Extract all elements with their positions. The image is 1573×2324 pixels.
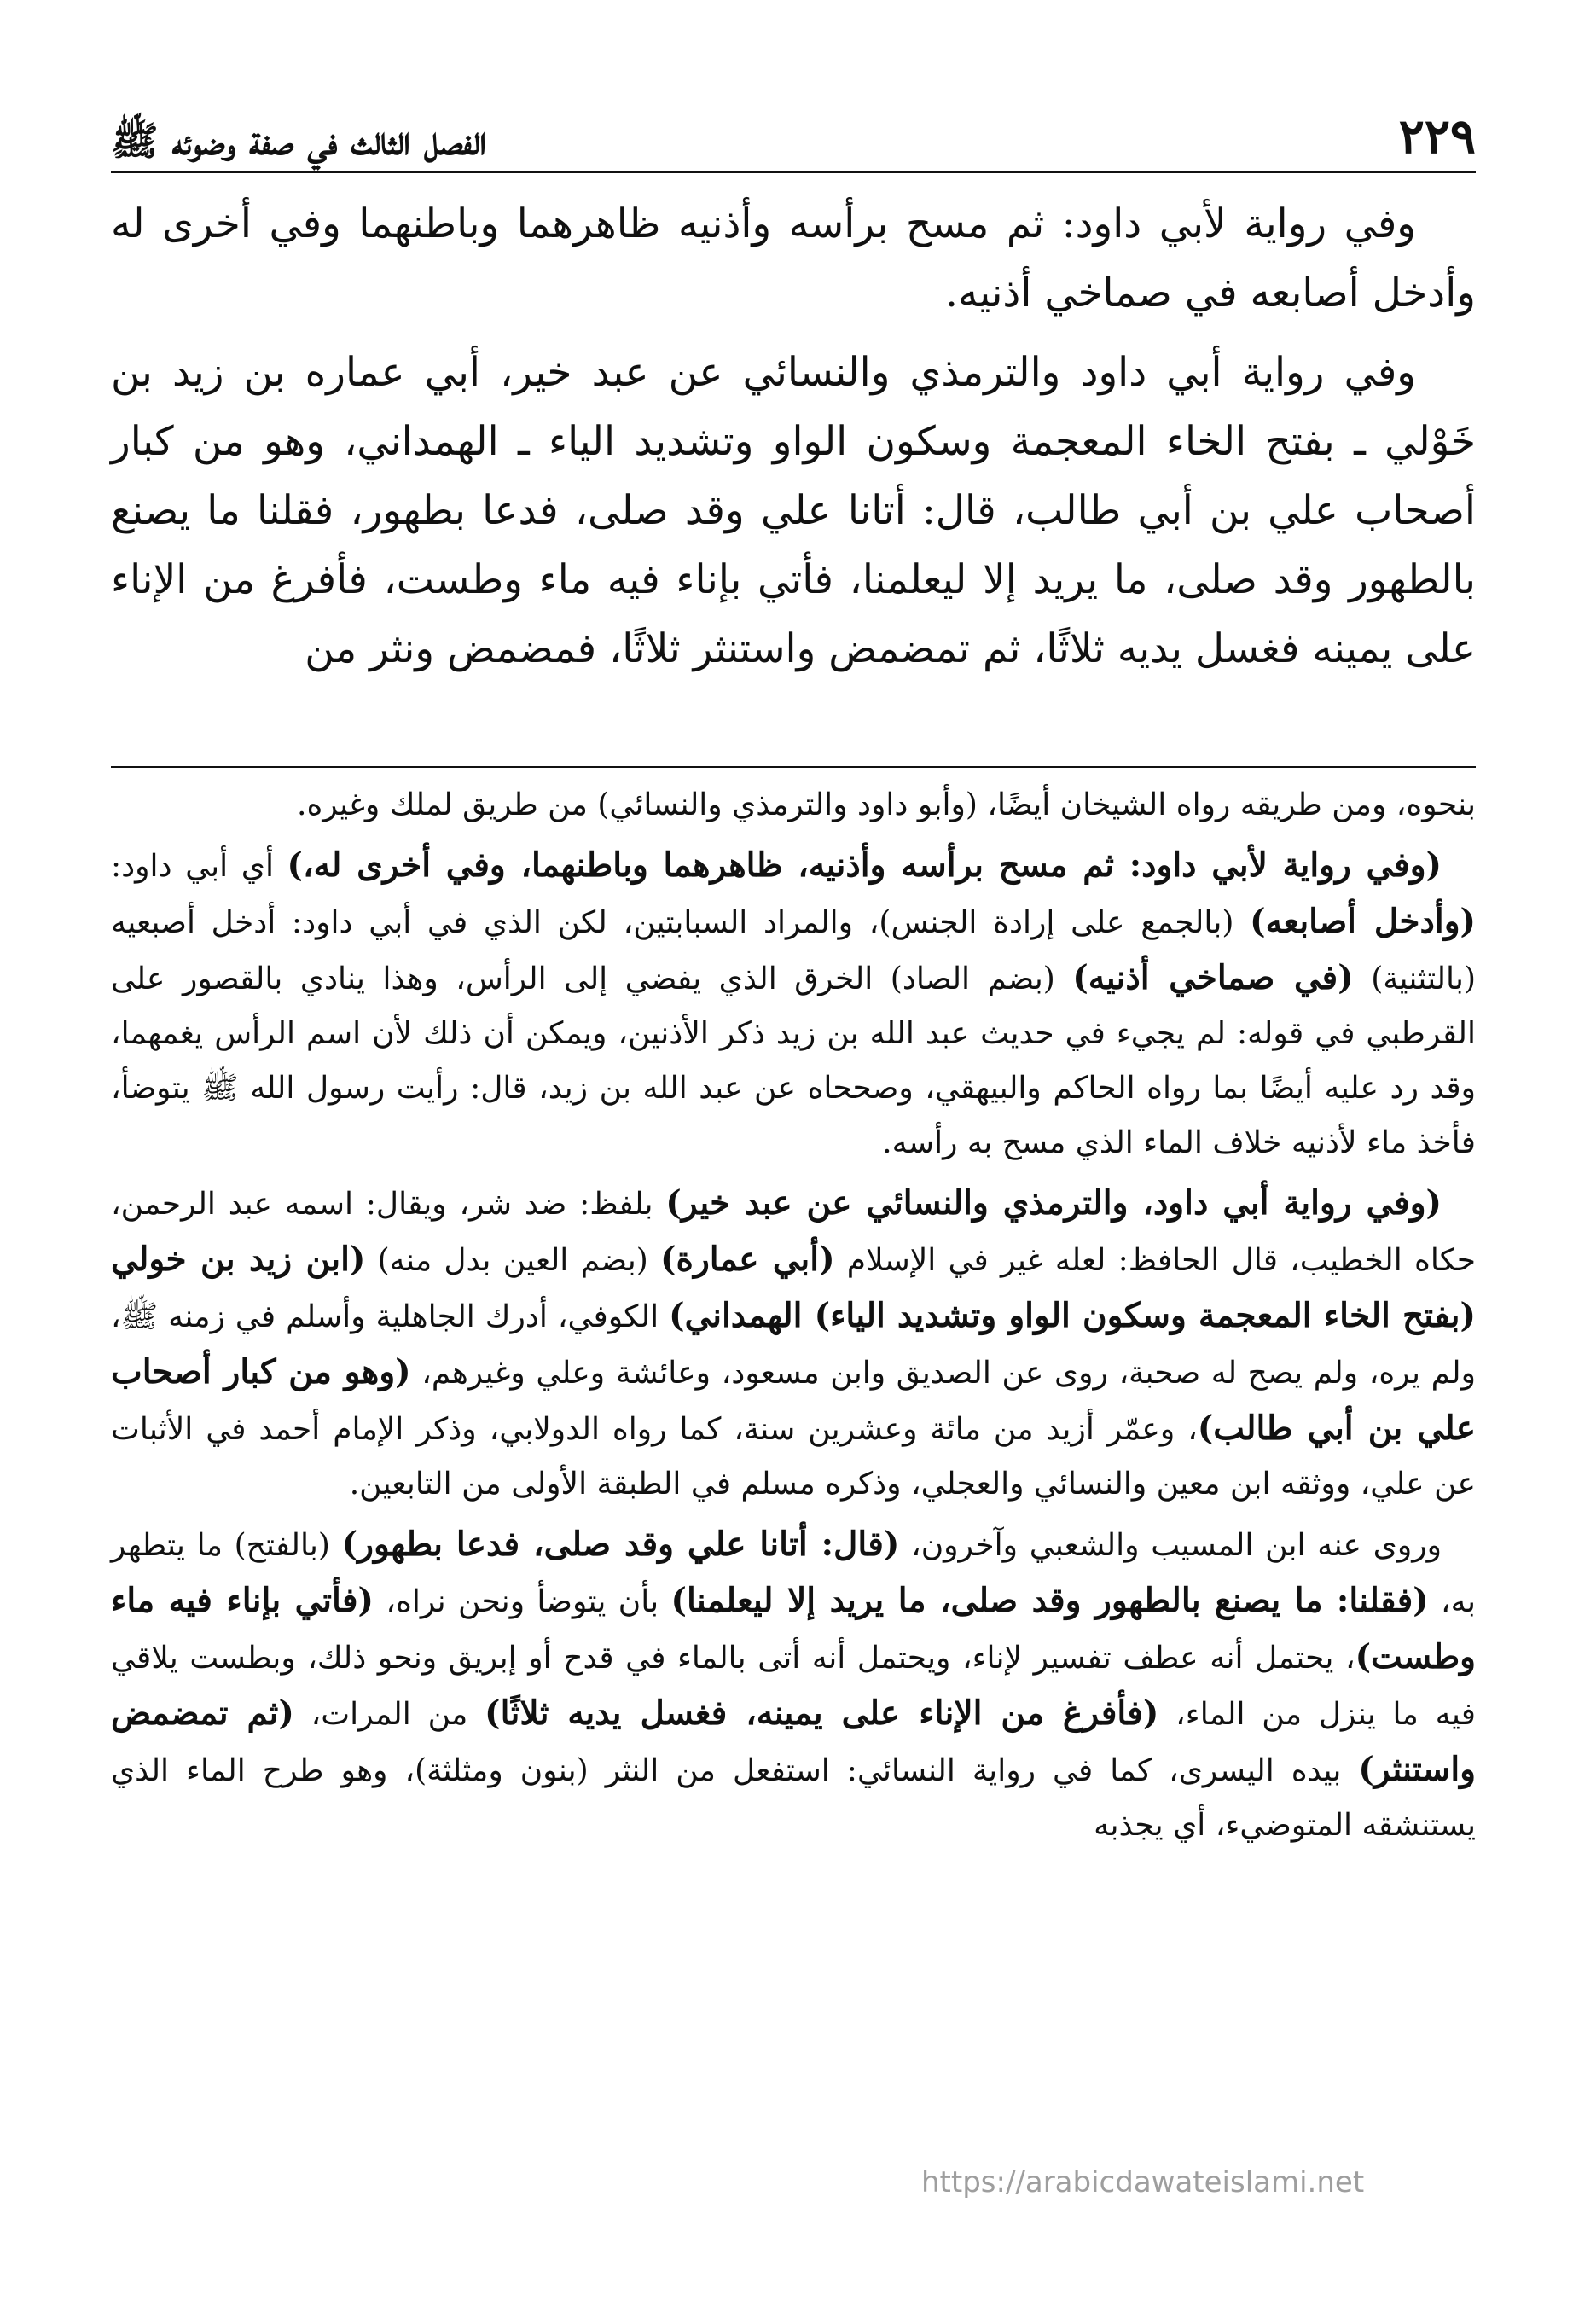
commentary-paragraph-1 bbox=[111, 778, 1476, 833]
page-number: ٢٢٩ bbox=[1398, 108, 1476, 165]
running-head bbox=[111, 92, 1476, 165]
main-paragraph-2: وفي رواية أبي داود والترمذي والنسائي عن عبد خير، أبي عماره بن زيد بن خَوْلي ـ بفتح الخاء المعجمة وسكون الواو وتشديد الياء ـ الهمداني، وهو من كبار أصحاب علي بن أبي طالب، قال: أتانا علي وقد صلى، فدعا بطهور، فقلنا ما يصنع بالطهور وقد صلى، ما يريد إلا ليعلمنا، فأتي بإناء فيه ماء وطست، فأفرغ من الإناء على يمينه فغسل يديه ثلاثًا، ثم تمضمض واستنثر ثلاثًا، فمضمض ونثر من bbox=[111, 349, 1476, 672]
commentary-text: (بضم الصاد) الخرق الذي يفضي إلى الرأس، وهذا ينادي بالقصور على القرطبي في قوله: لم يجيء في حديث عبد الله بن زيد ذكر الأذنين، ويمكن أن ذلك لأن اسم الرأس يغمهما، وقد رد عليه أيضًا بما رواه الحاكم والبيهقي، وصححاه عن عبد الله بن زيد، قال: رأيت رسول الله ﷺ يتوضأ، فأخذ ماء لأذنيه خلاف الماء الذي مسح به رأسه. bbox=[111, 962, 1476, 1160]
commentary-text: بيده اليسرى، كما في رواية النسائي: استفعل من النثر (بنون ومثلثة)، وهو طرح الماء الذي يستنشقه المتوضيء، أي يجذبه bbox=[111, 1753, 1476, 1843]
commentary-paragraph-4 bbox=[111, 1517, 1476, 1853]
commentary-separator bbox=[111, 766, 1476, 768]
quoted-text: (فقلنا: ما يصنع بالطهور وقد صلى، ما يريد إلا ليعلمنا) bbox=[670, 1581, 1429, 1620]
commentary-text: ، يحتمل أنه عطف تفسير لإناء، ويحتمل أنه أتى بالماء في قدح أو إبريق ونحو ذلك، وبطست يلاقي فيه ما ينزل من الماء، bbox=[111, 1641, 1477, 1732]
quoted-text: (وفي رواية لأبي داود: ثم مسح برأسه وأذنيه، ظاهرهما وباطنهما، وفي أخرى له،) bbox=[287, 845, 1442, 885]
quoted-text: (وفي رواية أبي داود، والترمذي والنسائي عن عبد خير) bbox=[665, 1183, 1442, 1223]
main-paragraph-1: وفي رواية لأبي داود: ثم مسح برأسه وأذنيه ظاهرهما وباطنهما وفي أخرى له وأدخل أصابعه في صماخي أذنيه. bbox=[111, 200, 1476, 317]
commentary-text: ، وعمّر أزيد من مائة وعشرين سنة، كما رواه الدولابي، وذكر الإمام أحمد في الأثبات عن علي، ووثقه ابن معين والنسائي والعجلي، وذكره مسلم في الطبقة الأولى من التابعين. bbox=[111, 1412, 1476, 1502]
commentary-text: بلفظ: ضد شر، ويقال: اسمه عبد الرحمن، حكاه الخطيب، قال الحافظ: لعله غير في الإسلام bbox=[111, 1187, 1476, 1278]
watermark-url: https://arabicdawateislami.net bbox=[921, 2165, 1365, 2199]
commentary-text: الكوفي، أدرك الجاهلية وأسلم في زمنه ﷺ، ولم يره، ولم يصح له صحبة، روى عن الصديق وابن مسعود، وعائشة وعلي وغيرهم، bbox=[111, 1299, 1476, 1391]
quoted-text: (فأتي بإناء فيه ماء وطست) bbox=[111, 1581, 1476, 1676]
quoted-text: (وهو من كبار أصحاب علي بن أبي طالب) bbox=[111, 1352, 1476, 1448]
quoted-text: (ثم تمضمض واستنثر) bbox=[111, 1694, 1476, 1789]
quoted-text: (أبي عمارة) bbox=[660, 1240, 835, 1279]
commentary-text: وروى عنه ابن المسيب والشعبي وآخرون، bbox=[899, 1528, 1442, 1563]
quoted-text: (ابن زيد بن خولي (بفتح الخاء المعجمة وسكون الواو وتشديد الياء) الهمداني) bbox=[111, 1240, 1476, 1335]
quoted-text: (فأفرغ من الإناء على يمينه، فغسل يديه ثلاثًا) bbox=[485, 1694, 1159, 1733]
commentary-text: من المرات، bbox=[293, 1697, 485, 1732]
chapter-title: الفصل الثالث في صفة وضوئه ﷺ bbox=[111, 118, 487, 164]
commentary bbox=[111, 778, 1476, 1858]
quoted-text: (وأدخل أصابعه) bbox=[1250, 902, 1476, 941]
quoted-text: (في صماخي أذنيه) bbox=[1072, 958, 1354, 997]
main-text bbox=[111, 189, 1476, 694]
commentary-text: أي أبي داود: bbox=[111, 849, 287, 884]
commentary-text: بنحوه، ومن طريقه رواه الشيخان أيضًا، (وأبو داود والترمذي والنسائي) من طريق لملك وغيره. bbox=[297, 787, 1476, 822]
commentary-text: (بالجمع على إرادة الجنس)، والمراد السبابتين، لكن الذي في أبي داود: أدخل أصبعيه (بالتثنية) bbox=[111, 905, 1476, 996]
header-rule bbox=[111, 171, 1476, 173]
quoted-text: (قال: أتانا علي وقد صلى، فدعا بطهور) bbox=[341, 1525, 900, 1564]
commentary-text: (بالفتح) ما يتطهر به، bbox=[111, 1528, 1476, 1619]
commentary-paragraph-3 bbox=[111, 1176, 1476, 1512]
commentary-paragraph-2 bbox=[111, 838, 1476, 1171]
commentary-text: (بضم العين بدل منه) bbox=[365, 1243, 661, 1278]
commentary-text: بأن يتوضأ ونحن نراه، bbox=[374, 1584, 671, 1619]
